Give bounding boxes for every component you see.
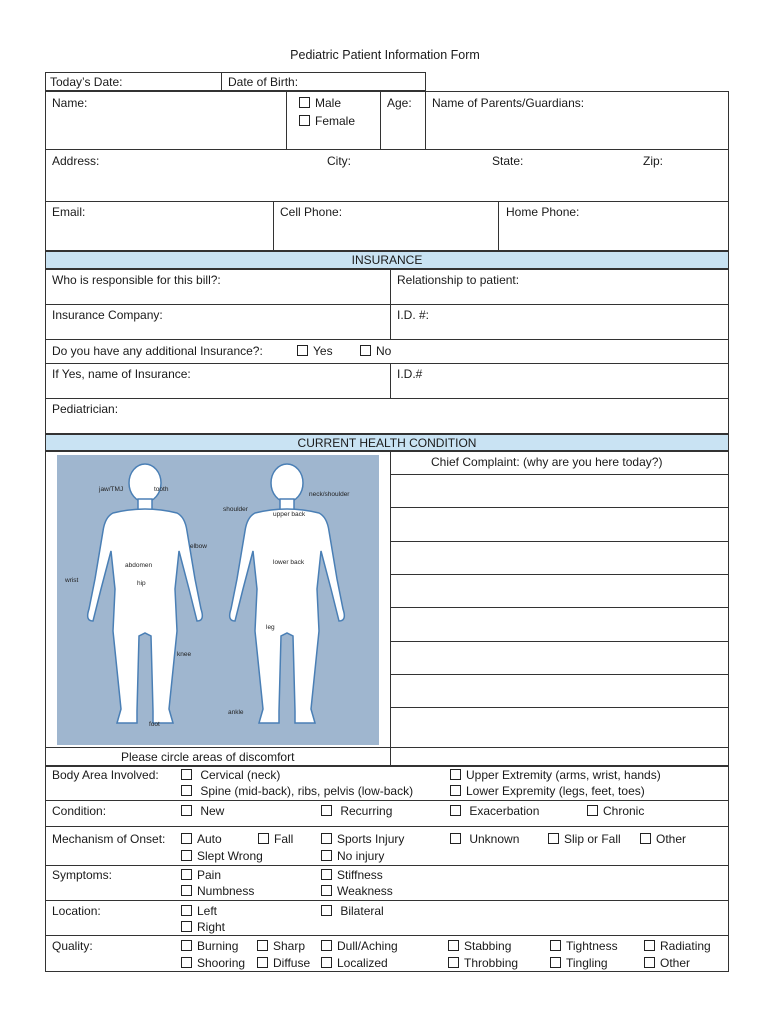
label-lower-back: lower back (273, 559, 305, 566)
burning-checkbox[interactable] (181, 939, 238, 953)
checkbox-icon (181, 850, 192, 861)
checkbox-icon (257, 957, 268, 968)
additional-no-checkbox[interactable] (360, 344, 391, 358)
checkbox-icon (644, 957, 655, 968)
spine-label: Spine (mid-back), ribs, pelvis (low-back) (200, 784, 414, 798)
checkbox-icon (321, 833, 332, 844)
shooring-label: Shooring (197, 956, 246, 970)
checkbox-icon (321, 850, 332, 861)
pediatrician-label: Pediatrician: (52, 402, 119, 416)
label-knee: knee (177, 651, 192, 658)
responsible-label: Who is responsible for this bill?: (52, 273, 221, 287)
weakness-checkbox[interactable] (321, 884, 393, 898)
pain-label: Pain (197, 868, 222, 882)
checkbox-icon (181, 957, 192, 968)
stabbing-checkbox[interactable] (448, 939, 511, 953)
label-elbow: elbow (190, 543, 207, 550)
checkbox-icon (299, 115, 310, 126)
throbbing-checkbox[interactable] (448, 956, 518, 970)
label-abdomen: abdomen (125, 562, 153, 569)
checkbox-icon (299, 97, 310, 108)
unknown-checkbox[interactable] (450, 832, 519, 846)
checkbox-icon (321, 869, 332, 880)
state-label: State: (492, 154, 524, 168)
checkbox-icon (181, 833, 192, 844)
weakness-label: Weakness (337, 884, 393, 898)
tingling-checkbox[interactable] (550, 956, 608, 970)
if-yes-label: If Yes, name of Insurance: (52, 367, 191, 381)
numbness-label: Numbness (197, 884, 255, 898)
bilateral-checkbox[interactable] (321, 904, 384, 918)
upper-extremity-checkbox[interactable] (450, 768, 661, 782)
checkbox-icon (644, 940, 655, 951)
label-hip: hip (137, 580, 146, 587)
label-shoulder: shoulder (223, 506, 248, 513)
body-area-label: Body Area Involved: (52, 768, 159, 782)
no-label: No (376, 344, 392, 358)
checkbox-icon (360, 345, 371, 356)
label-neck-shoulder: neck/shoulder (309, 491, 350, 498)
unknown-label: Unknown (469, 832, 520, 846)
patient-info-box (45, 91, 729, 251)
checkbox-icon (181, 785, 192, 796)
additional-insurance-label: Do you have any additional Insurance?: (52, 344, 263, 358)
checkbox-icon (181, 769, 192, 780)
checkbox-icon (548, 833, 559, 844)
male-checkbox[interactable] (299, 96, 341, 110)
right-label: Right (197, 920, 226, 934)
localized-checkbox[interactable] (321, 956, 388, 970)
slept-wrong-checkbox[interactable] (181, 849, 263, 863)
label-foot: foot (149, 721, 160, 728)
pain-checkbox[interactable] (181, 868, 221, 882)
location-label: Location: (52, 904, 101, 918)
other-mechanism-checkbox[interactable] (640, 832, 686, 846)
checkbox-icon (258, 833, 269, 844)
slip-fall-label: Slip or Fall (564, 832, 621, 846)
auto-label: Auto (197, 832, 222, 846)
female-checkbox[interactable] (299, 114, 355, 128)
body-outline-icon (57, 455, 379, 745)
dull-aching-label: Dull/Aching (337, 939, 398, 953)
label-upper-back: upper back (273, 511, 306, 518)
bilateral-label: Bilateral (340, 904, 384, 918)
circle-caption: Please circle areas of discomfort (121, 750, 295, 764)
right-checkbox[interactable] (181, 920, 225, 934)
female-label: Female (315, 114, 356, 128)
new-label: New (200, 804, 225, 818)
other-quality-label: Other (660, 956, 691, 970)
checkbox-icon (450, 769, 461, 780)
fall-label: Fall (274, 832, 294, 846)
checkbox-icon (321, 957, 332, 968)
stabbing-label: Stabbing (464, 939, 512, 953)
date-of-birth-label: Date of Birth: (228, 75, 299, 89)
slept-wrong-label: Slept Wrong (197, 849, 263, 863)
exacerbation-label: Exacerbation (469, 804, 540, 818)
shooring-checkbox[interactable] (181, 956, 245, 970)
checkbox-icon (297, 345, 308, 356)
form-title: Pediatric Patient Information Form (290, 48, 480, 62)
parents-label: Name of Parents/Guardians: (432, 96, 585, 110)
insurance-company-label: Insurance Company: (52, 308, 163, 322)
zip-label: Zip: (643, 154, 664, 168)
fall-checkbox[interactable] (258, 832, 293, 846)
label-leg: leg (266, 624, 275, 631)
tightness-label: Tightness (566, 939, 618, 953)
checkbox-icon (321, 805, 332, 816)
checkbox-icon (257, 940, 268, 951)
todays-date-label: Today’s Date: (50, 75, 123, 89)
checkbox-icon (321, 940, 332, 951)
sports-injury-label: Sports Injury (337, 832, 405, 846)
mechanism-label: Mechanism of Onset: (52, 832, 166, 846)
email-label: Email: (52, 205, 86, 219)
tightness-checkbox[interactable] (550, 939, 618, 953)
cervical-checkbox[interactable] (181, 768, 280, 782)
city-label: City: (327, 154, 351, 168)
label-jaw: jaw/TMJ (99, 486, 124, 493)
left-checkbox[interactable] (181, 904, 217, 918)
checkbox-icon (181, 921, 192, 932)
todays-date-field[interactable] (45, 72, 222, 91)
stiffness-label: Stiffness (337, 868, 383, 882)
male-label: Male (315, 96, 342, 110)
no-injury-label: No injury (337, 849, 385, 863)
age-label: Age: (387, 96, 412, 110)
checkbox-icon (450, 785, 461, 796)
new-checkbox[interactable] (181, 804, 224, 818)
left-label: Left (197, 904, 218, 918)
other-mechanism-label: Other (656, 832, 687, 846)
burning-label: Burning (197, 939, 239, 953)
body-diagram[interactable] (57, 455, 379, 745)
checkbox-icon (181, 905, 192, 916)
sports-injury-checkbox[interactable] (321, 832, 404, 846)
checkbox-icon (450, 805, 461, 816)
label-wrist: wrist (65, 577, 79, 584)
lower-extremity-checkbox[interactable] (450, 784, 645, 798)
sharp-label: Sharp (273, 939, 306, 953)
tingling-label: Tingling (566, 956, 608, 970)
symptoms-label: Symptoms: (52, 868, 113, 882)
insurance-header: INSURANCE (45, 251, 729, 269)
lower-extremity-label: Lower Expremity (legs, feet, toes) (466, 784, 645, 798)
slip-fall-checkbox[interactable] (548, 832, 621, 846)
checkbox-icon (321, 905, 332, 916)
other-quality-checkbox[interactable] (644, 956, 690, 970)
quality-label: Quality: (52, 939, 93, 953)
condition-label: Condition: (52, 804, 107, 818)
checkbox-icon (181, 869, 192, 880)
upper-extremity-label: Upper Extremity (arms, wrist, hands) (466, 768, 661, 782)
checkbox-icon (550, 940, 561, 951)
date-of-birth-field[interactable] (221, 72, 426, 91)
localized-label: Localized (337, 956, 388, 970)
checkbox-icon (640, 833, 651, 844)
address-label: Address: (52, 154, 100, 168)
label-ankle: ankle (228, 709, 244, 716)
dull-aching-checkbox[interactable] (321, 939, 398, 953)
checkbox-icon (321, 885, 332, 896)
auto-checkbox[interactable] (181, 832, 222, 846)
additional-yes-checkbox[interactable] (297, 344, 333, 358)
chronic-checkbox[interactable] (587, 804, 644, 818)
recurring-checkbox[interactable] (321, 804, 392, 818)
no-injury-checkbox[interactable] (321, 849, 384, 863)
cervical-label: Cervical (neck) (200, 768, 281, 782)
checkbox-icon (448, 957, 459, 968)
yes-label: Yes (313, 344, 333, 358)
recurring-label: Recurring (340, 804, 393, 818)
relationship-label: Relationship to patient: (397, 273, 520, 287)
name-label: Name: (52, 96, 88, 110)
insurance-id-label: I.D. #: (397, 308, 430, 322)
radiating-label: Radiating (660, 939, 711, 953)
home-phone-label: Home Phone: (506, 205, 580, 219)
cell-phone-label: Cell Phone: (280, 205, 343, 219)
exacerbation-checkbox[interactable] (450, 804, 539, 818)
checkbox-icon (181, 805, 192, 816)
radiating-checkbox[interactable] (644, 939, 711, 953)
checkbox-icon (448, 940, 459, 951)
spine-checkbox[interactable] (181, 784, 413, 798)
checkbox-icon (181, 885, 192, 896)
insurance-id2-label: I.D.# (397, 367, 423, 381)
label-tooth: tooth (154, 486, 169, 493)
diffuse-label: Diffuse (273, 956, 311, 970)
stiffness-checkbox[interactable] (321, 868, 383, 882)
chief-complaint-label: Chief Complaint: (why are you here today?) (431, 455, 663, 469)
checkbox-icon (450, 833, 461, 844)
checkbox-icon (587, 805, 598, 816)
diffuse-checkbox[interactable] (257, 956, 310, 970)
checkbox-icon (550, 957, 561, 968)
numbness-checkbox[interactable] (181, 884, 254, 898)
chronic-label: Chronic (603, 804, 645, 818)
health-header: CURRENT HEALTH CONDITION (45, 434, 729, 451)
throbbing-label: Throbbing (464, 956, 519, 970)
checkbox-icon (181, 940, 192, 951)
sharp-checkbox[interactable] (257, 939, 305, 953)
